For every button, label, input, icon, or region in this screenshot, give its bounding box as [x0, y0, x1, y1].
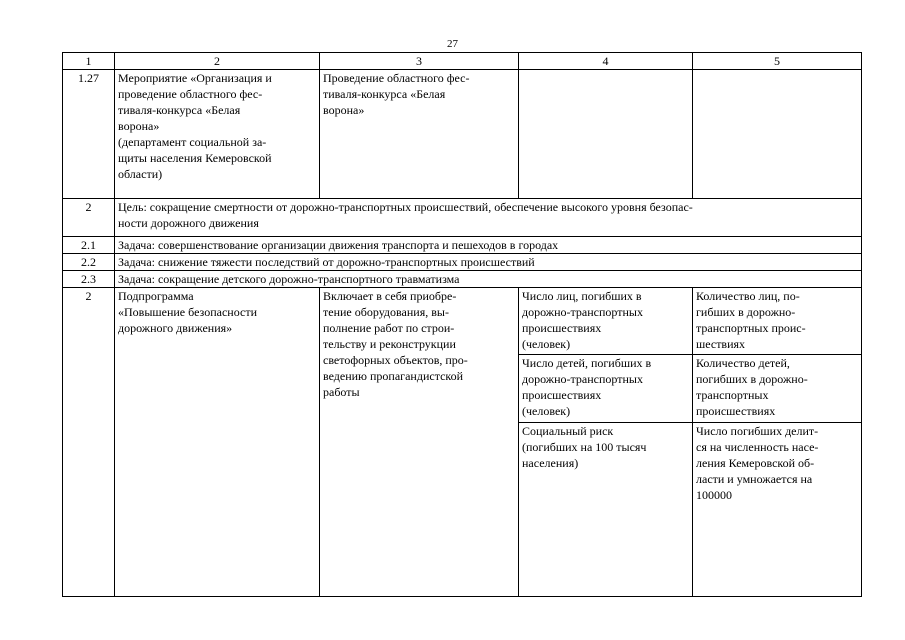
indicator-method-cell [693, 70, 862, 199]
indicator-name-cell [519, 70, 693, 199]
task-text: Задача: сокращение детского дорожно-транспортного травматизма [115, 271, 862, 288]
subprogram-row [63, 288, 862, 355]
indicators-table [62, 52, 862, 597]
measure-name-cell: Мероприятие «Организация и проведение областного фес- тиваля-конкурса «Белая ворона» (департамент социальной за- щиты населения Кемеровской области) [115, 70, 320, 199]
indicator-method-cell: Число погибших делит- ся на численность насе- ления Кемеровской об- ласти и умножается на 100000 [693, 422, 862, 596]
goal-number: 2 [63, 199, 115, 237]
task-number: 2.3 [63, 271, 115, 288]
task-row [63, 271, 862, 288]
task-text: Задача: снижение тяжести последствий от дорожно-транспортных происшествий [115, 254, 862, 271]
indicator-name-cell: Социальный риск (погибших на 100 тысяч населения) [519, 422, 693, 596]
goal-row [63, 199, 862, 237]
header-cell-5: 5 [693, 53, 862, 70]
header-cell-3: 3 [320, 53, 519, 70]
header-cell-4: 4 [519, 53, 693, 70]
indicator-method-cell: Количество лиц, по- гибших в дорожно- транспортных проис- шествиях [693, 288, 862, 355]
task-row [63, 254, 862, 271]
task-row [63, 237, 862, 254]
indicator-name-cell: Число лиц, погибших в дорожно-транспортных происшествиях (человек) [519, 288, 693, 355]
indicator-name-cell: Число детей, погибших в дорожно-транспортных происшествиях (человек) [519, 355, 693, 422]
header-cell-2: 2 [115, 53, 320, 70]
measure-description-cell: Проведение областного фес- тиваля-конкурса «Белая ворона» [320, 70, 519, 199]
subprogram-name-cell: Подпрограмма «Повышение безопасности дорожного движения» [115, 288, 320, 597]
row-number: 1.27 [63, 70, 115, 199]
indicator-method-cell: Количество детей, погибших в дорожно- транспортных происшествиях [693, 355, 862, 422]
task-text: Задача: совершенствование организации движения транспорта и пешеходов в городах [115, 237, 862, 254]
task-number: 2.1 [63, 237, 115, 254]
table-row-1-27 [63, 70, 862, 199]
header-cell-1: 1 [63, 53, 115, 70]
task-number: 2.2 [63, 254, 115, 271]
header-row [63, 53, 862, 70]
subprogram-description-cell: Включает в себя приобре- тение оборудования, вы- полнение работ по строи- тельству и реконструкции светофорных объектов, про- ведению пропагандистской работы [320, 288, 519, 597]
subprogram-number: 2 [63, 288, 115, 597]
goal-text: Цель: сокращение смертности от дорожно-транспортных происшествий, обеспечение высокого уровня безопас- ности дорожного движения [115, 199, 862, 237]
page-number: 27 [447, 38, 458, 50]
